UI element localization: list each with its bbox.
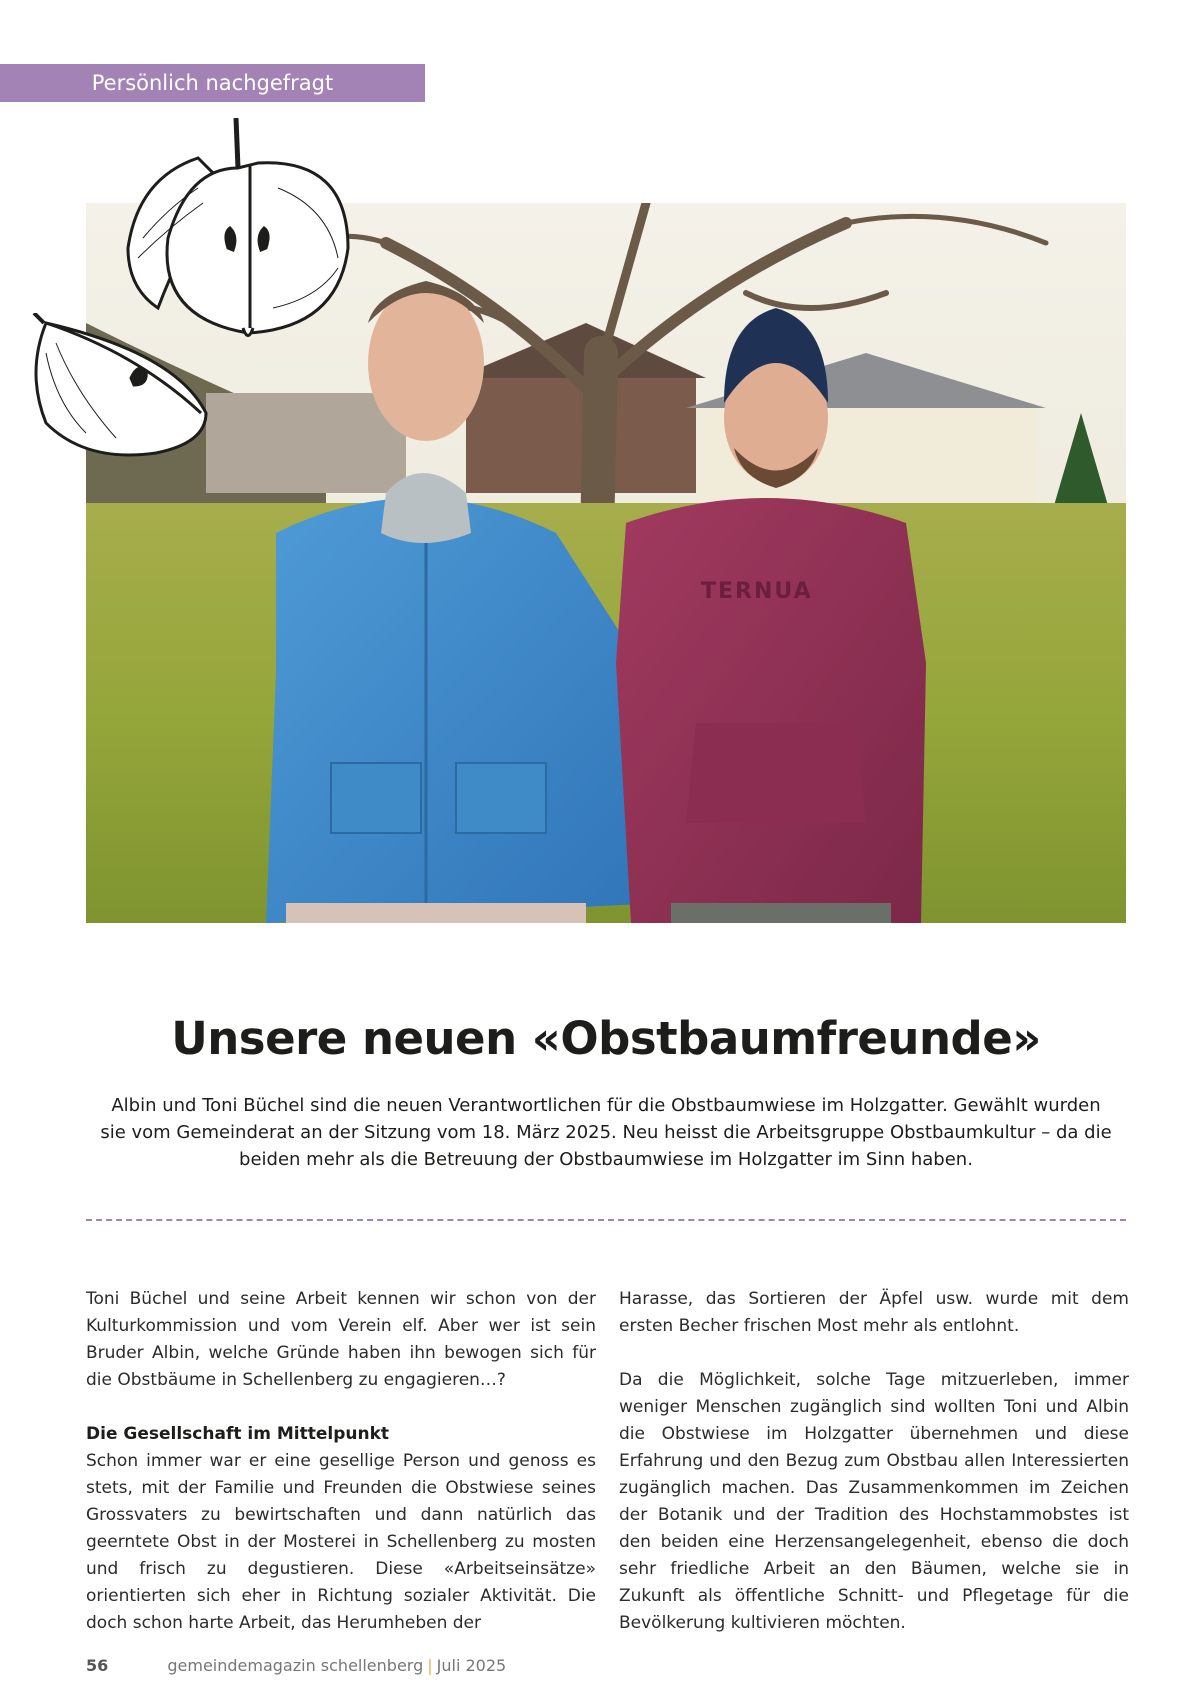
subheading: Die Gesellschaft im Mittelpunkt [86,1424,390,1444]
paragraph: Da die Möglichkeit, solche Tage mitzuerleben, immer weniger Menschen zugänglich sind wollten Toni und Albin die Obstwiese im Holzgatter übernehmen und diese Erfahrung und den Bezug zum Obstbau allen Interessierten zugänglich machen. Das Zusammenkommen im Zeichen der Botanik und der Tradition des Hochstammobstes ist den beiden eine Herzensangelegenheit, ebenso die doch sehr friedliche Arbeit an den Bäumen, welche sie in Zukunft als öffentliche Schnitt- und Pflegetage für die Bevölkerung kultivieren möchten. [619,1370,1129,1633]
article-column-left [86,1286,596,1664]
footer-separator: | [427,1656,433,1675]
page-footer [86,1656,506,1675]
magazine-name: gemeindemagazin schellenberg [167,1656,424,1675]
article-lead: Albin und Toni Büchel sind die neuen Verantwortlichen für die Obstbaumwiese im Holzgatter. Gewählt wurden sie vom Gemeinderat an der Sitzung vom 18. März 2025. Neu heisst die Arbeitsgruppe Obstbaumkultur – da die beiden mehr als die Betreuung der Obstbaumwiese im Holzgatter im Sinn haben. [100,1095,1112,1170]
issue-date: Juli 2025 [436,1656,507,1675]
dashed-divider [86,1219,1126,1221]
article-column-right [619,1286,1129,1664]
paragraph: Toni Büchel und seine Arbeit kennen wir schon von der Kulturkommission und vom Verein elf. Aber wer ist sein Bruder Albin, welche Gründe haben ihn bewogen sich für die Obstbäume in Schellenberg zu engagieren…? [86,1289,596,1390]
page-number: 56 [86,1656,109,1675]
paragraph: Schon immer war er eine gesellige Person und genoss es stets, mit der Familie und Freunden die Obstwiese seines Grossvaters zu bewirtschaften und dann natürlich das geerntete Obst in der Mosterei in Schellenberg zu mosten und frisch zu degustieren. Diese «Arbeitseinsätze» orientierten sich eher in Richtung sozialer Aktivität. Die doch schon harte Arbeit, das Herumheben der [86,1451,596,1633]
section-tag: Persönlich nachgefragt [0,64,425,102]
hoodie-logo-text: TERNUA [701,579,813,604]
article-title: Unsere neuen «Obstbaumfreunde» [171,1012,1041,1065]
paragraph: Harasse, das Sortieren der Äpfel usw. wurde mit dem ersten Becher frischen Most mehr als entlohnt. [619,1289,1129,1336]
apple-wedge-illustration [26,313,212,461]
